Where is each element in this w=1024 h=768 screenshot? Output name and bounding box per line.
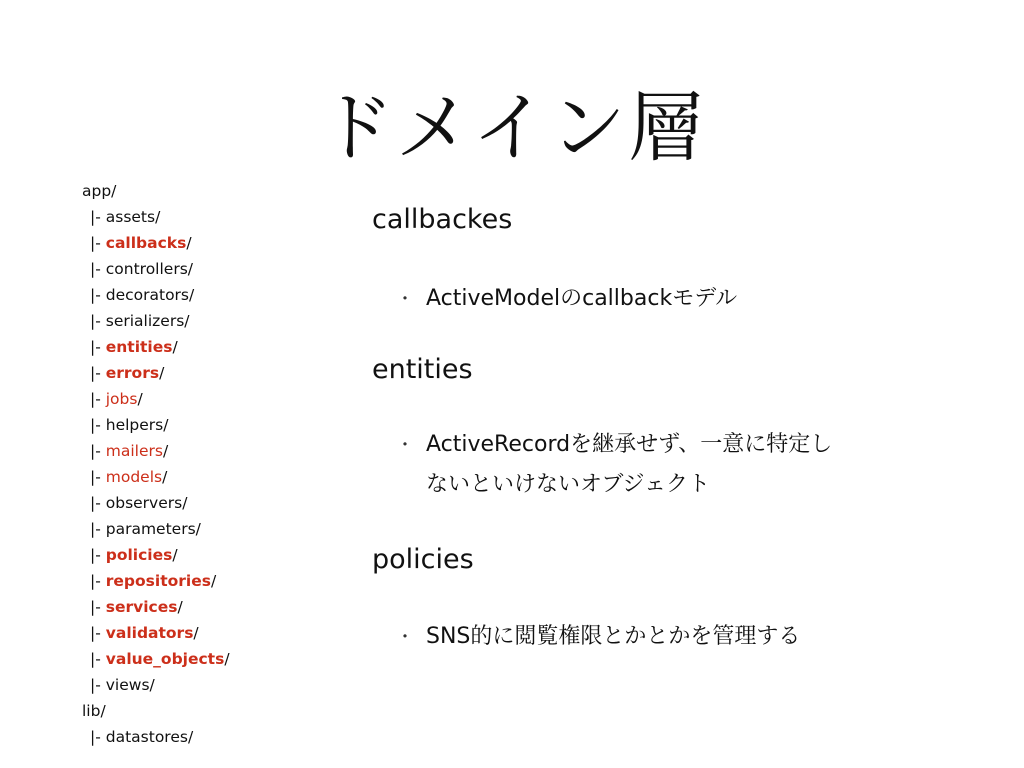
tree-item-decorators bbox=[82, 282, 230, 308]
tree-suffix: / bbox=[162, 468, 168, 486]
tree-suffix: / bbox=[195, 520, 201, 538]
bullet-callbackes bbox=[396, 280, 738, 319]
tree-suffix: / bbox=[184, 312, 190, 330]
tree-item-name: serializers bbox=[105, 312, 185, 330]
tree-suffix: / bbox=[224, 650, 230, 668]
tree-prefix: |- bbox=[90, 208, 106, 226]
tree-prefix: |- bbox=[90, 286, 106, 304]
tree-item-name: policies bbox=[105, 546, 173, 564]
tree-item-mailers bbox=[82, 438, 230, 464]
tree-item-name: assets bbox=[105, 208, 156, 226]
tree-item-name: errors bbox=[105, 364, 160, 382]
tree-prefix: |- bbox=[90, 260, 106, 278]
tree-item-entities bbox=[82, 334, 230, 360]
tree-item-name: validators bbox=[105, 624, 194, 642]
tree-item-assets bbox=[82, 204, 230, 230]
tree-item-observers bbox=[82, 490, 230, 516]
tree-item-name: mailers bbox=[105, 442, 163, 460]
tree-suffix: / bbox=[187, 728, 194, 746]
tree-prefix: |- bbox=[90, 572, 106, 590]
tree-suffix: / bbox=[162, 442, 169, 460]
tree-suffix: / bbox=[149, 676, 155, 694]
tree-item-name: models bbox=[105, 468, 163, 486]
tree-item-name: helpers bbox=[105, 416, 164, 434]
tree-prefix: |- bbox=[90, 650, 106, 668]
tree-prefix: |- bbox=[90, 520, 106, 538]
tree-prefix: |- bbox=[90, 598, 106, 616]
tree-suffix: / bbox=[189, 286, 195, 304]
tree-item-callbacks bbox=[82, 230, 230, 256]
section-heading-callbackes: callbackes bbox=[372, 204, 513, 235]
tree-suffix: / bbox=[186, 234, 192, 252]
tree-item-name: observers bbox=[105, 494, 183, 512]
tree-item-datastores bbox=[82, 724, 230, 750]
tree-item-value-objects bbox=[82, 646, 230, 672]
tree-prefix: |- bbox=[90, 338, 106, 356]
tree-prefix: |- bbox=[90, 546, 106, 564]
tree-prefix: |- bbox=[90, 676, 106, 694]
tree-prefix: |- bbox=[90, 234, 106, 252]
bullet-dot-icon: ・ bbox=[396, 627, 414, 648]
tree-root-app: app/ bbox=[82, 182, 117, 200]
tree-suffix: / bbox=[172, 546, 178, 564]
tree-prefix: |- bbox=[90, 728, 106, 746]
tree-item-name: value_objects bbox=[105, 650, 225, 668]
tree-prefix: |- bbox=[90, 364, 106, 382]
tree-item-name: controllers bbox=[105, 260, 188, 278]
tree-item-views bbox=[82, 672, 230, 698]
tree-item-policies bbox=[82, 542, 230, 568]
tree-item-name: views bbox=[105, 676, 150, 694]
bullet-text: ActiveRecordを継承せず、一意に特定し bbox=[426, 432, 833, 457]
tree-item-name: callbacks bbox=[105, 234, 187, 252]
bullet-policies bbox=[396, 618, 801, 657]
slide-title: ドメイン層 bbox=[318, 83, 706, 172]
tree-suffix: / bbox=[137, 390, 143, 408]
tree-suffix: / bbox=[177, 598, 183, 616]
tree-prefix: |- bbox=[90, 468, 106, 486]
tree-prefix: |- bbox=[90, 416, 106, 434]
bullet-text: ActiveModelのcallbackモデル bbox=[426, 286, 738, 311]
section-heading-policies: policies bbox=[372, 544, 474, 575]
tree-item-validators bbox=[82, 620, 230, 646]
tree-item-name: parameters bbox=[105, 520, 196, 538]
tree-item-helpers bbox=[82, 412, 230, 438]
tree-prefix: |- bbox=[90, 390, 106, 408]
tree-prefix: |- bbox=[90, 312, 106, 330]
tree-item-name: datastores bbox=[105, 728, 188, 746]
tree-root-lib: lib/ bbox=[82, 702, 106, 720]
tree-item-name: decorators bbox=[105, 286, 190, 304]
tree-item-models bbox=[82, 464, 230, 490]
tree-item-serializers bbox=[82, 308, 230, 334]
bullet-text: ないといけないオブジェクト bbox=[426, 472, 711, 497]
bullet-entities bbox=[396, 426, 833, 465]
tree-item-jobs bbox=[82, 386, 230, 412]
tree-suffix: / bbox=[193, 624, 199, 642]
tree-suffix: / bbox=[172, 338, 178, 356]
tree-suffix: / bbox=[210, 572, 217, 590]
tree-item-repositories bbox=[82, 568, 230, 594]
tree-item-controllers bbox=[82, 256, 230, 282]
tree-prefix: |- bbox=[90, 624, 106, 642]
tree-prefix: |- bbox=[90, 494, 106, 512]
tree-suffix: / bbox=[187, 260, 194, 278]
tree-suffix: / bbox=[163, 416, 169, 434]
tree-suffix: / bbox=[182, 494, 188, 512]
tree-prefix: |- bbox=[90, 442, 106, 460]
tree-item-parameters bbox=[82, 516, 230, 542]
tree-suffix: / bbox=[159, 364, 165, 382]
tree-item-name: jobs bbox=[105, 390, 138, 408]
directory-tree bbox=[82, 178, 230, 750]
tree-suffix: / bbox=[155, 208, 161, 226]
bullet-dot-icon: ・ bbox=[396, 289, 414, 310]
tree-item-services bbox=[82, 594, 230, 620]
section-heading-entities: entities bbox=[372, 354, 473, 385]
tree-item-name: entities bbox=[105, 338, 173, 356]
tree-item-name: repositories bbox=[105, 572, 211, 590]
bullet-text: SNS的に閲覧権限とかとかを管理する bbox=[426, 624, 801, 649]
tree-item-errors bbox=[82, 360, 230, 386]
bullet-dot-icon: ・ bbox=[396, 435, 414, 456]
tree-item-name: services bbox=[105, 598, 178, 616]
